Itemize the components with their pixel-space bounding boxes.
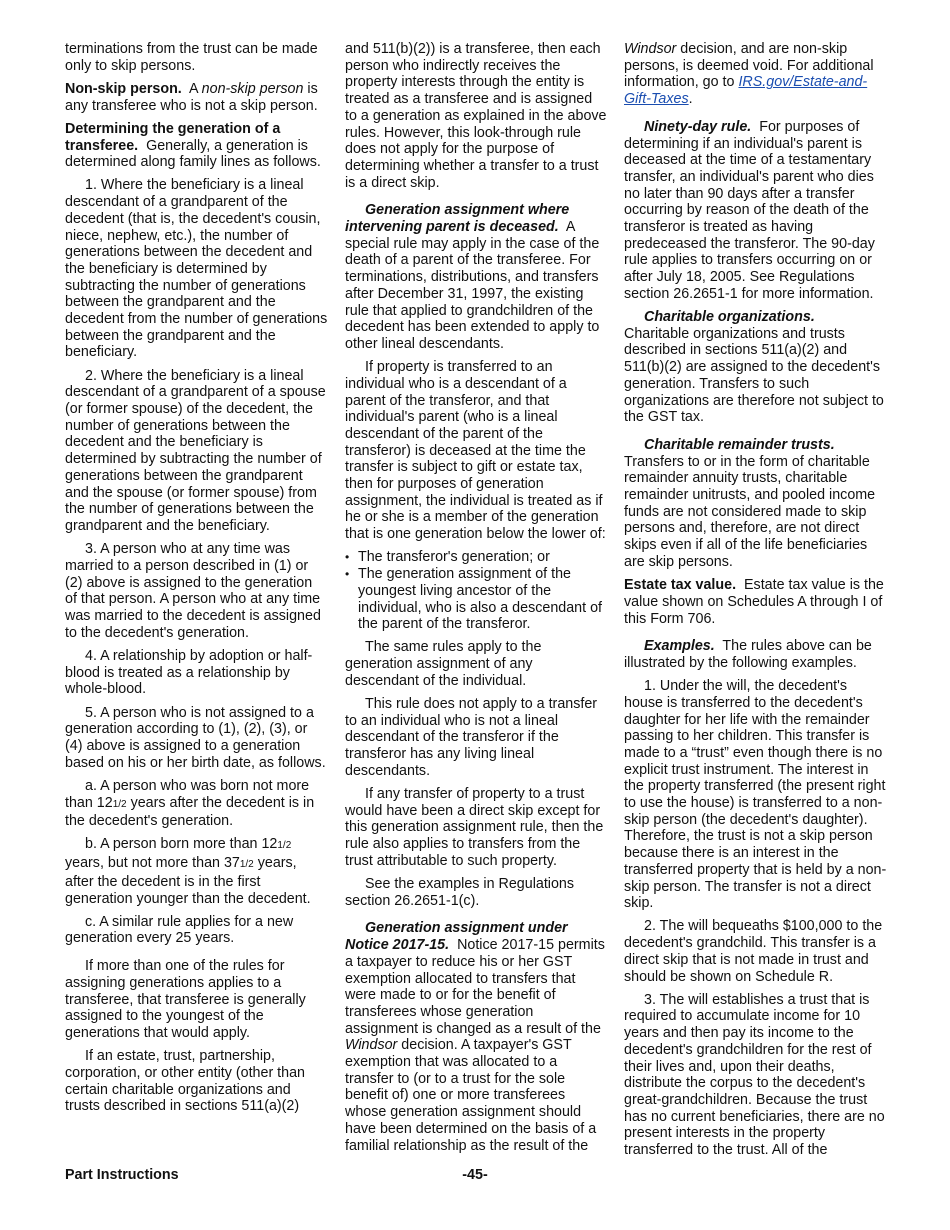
paragraph: If any transfer of property to a trust would have been a direct skip except for this generation assignment rule, then the rule also applies to transfers from the trust attributable to such property. bbox=[345, 786, 604, 869]
irs-estate-gift-taxes-link[interactable]: IRS.gov/Estate-and-Gift-Taxes bbox=[624, 74, 868, 108]
heading-ninety-day-rule: Ninety-day rule. bbox=[644, 118, 752, 135]
heading-notice-2017-15: Generation assignment under Notice 2017-15. bbox=[345, 920, 568, 954]
heading-examples: Examples. bbox=[644, 638, 715, 655]
paragraph: and 511(b)(2)) is a transferee, then each person who indirectly receives the property interests through the entity is treated as a transferee and is assigned to a generation as explained in the above rules. However, this look-through rule does not apply for the purpose of determining whether a transfer to a trust is a direct skip. bbox=[345, 41, 607, 191]
footer-section-label: Part Instructions bbox=[65, 1167, 179, 1183]
paragraph: terminations from the trust can be made only to skip persons. bbox=[65, 41, 318, 74]
bullet-item: • The generation assignment of the youngest living ancestor of the individual, who is also a descendant of the parent of the transferor. bbox=[345, 566, 608, 633]
heading-charitable-remainder-trusts: Charitable remainder trusts. bbox=[644, 436, 835, 453]
paragraph: If an estate, trust, partnership, corporation, or other entity (other than certain charitable organizations and trusts described in sections 511(a)(2) bbox=[65, 1048, 306, 1115]
paragraph-examples: Examples. The rules above can be illustrated by the following examples. bbox=[624, 638, 872, 671]
paragraph: Windsor decision, and are non-skip persons, is deemed void. For additional information, go to IRS.gov/Estate-and-Gift-Taxes. bbox=[624, 41, 874, 108]
example-3: 3. The will establishes a trust that is required to accumulate income for 10 years and then pay its income to the decedent's grandchildren for the rest of their lives and, upon their deaths, distribute the corpus to the decedent's great-grandchildren. Because the trust has no current beneficiaries, there are no present interests in the property transferred to the trust. All of the bbox=[624, 991, 885, 1159]
term-non-skip-person: non-skip person bbox=[201, 80, 304, 97]
sub-item-a: a. A person who was born not more than 121/2 years after the decedent is in the decedent's generation. bbox=[65, 777, 315, 830]
paragraph-determining-generation: Determining the generation of a transferee. Generally, a generation is determined along family lines as follows. bbox=[65, 120, 321, 171]
heading-non-skip-person: Non-skip person. bbox=[65, 80, 182, 97]
column-right bbox=[624, 41, 887, 1165]
paragraph: If property is transferred to an individual who is a descendant of a parent of the transferor, and that individual's parent (who is a lineal descendant of the parent of the transferor) is deceased at the time the transfer is subject to gift or estate tax, then for purposes of generation assignment, the individual is treated as if he or she is a member of the generation that is one generation below the lower of: bbox=[345, 359, 606, 543]
bullet-item: • The transferor's generation; or bbox=[345, 549, 608, 566]
example-2: 2. The will bequeaths $100,000 to the decedent's grandchild. This transfer is a direct skip that is not made in trust and should be shown on Schedule R. bbox=[624, 918, 883, 985]
heading-charitable-organizations: Charitable organizations. bbox=[644, 309, 815, 326]
paragraph-estate-tax-value: Estate tax value. Estate tax value is the value shown on Schedules A through I of this Form 706. bbox=[624, 577, 884, 627]
heading-estate-tax-value: Estate tax value. bbox=[624, 577, 737, 594]
column-middle bbox=[345, 41, 608, 1161]
list-item-5: 5. A person who is not assigned to a generation according to (1), (2), (3), or (4) above is assigned to a generation based on his or her birth date, as follows. bbox=[65, 704, 326, 771]
sub-item-b: b. A person born more than 121/2 years, but not more than 371/2 years, after the decedent is in the first generation younger than the decedent. bbox=[65, 836, 311, 907]
page-number: -45- bbox=[462, 1167, 488, 1183]
paragraph-notice-2017-15: Generation assignment under Notice 2017-15. Notice 2017-15 permits a taxpayer to reduce his or her GST exemption allocated to transfers that were made to or for the benefit of transferees whose generation assignment is changed as a result of the Windsor decision. A taxpayer's GST exemption that was allocated to a transfer to (or to a trust for the sole benefit of) one or more transferees whose generation assignment should have been determined on the basis of a familial relationship as the result of the bbox=[345, 920, 605, 1154]
paragraph-non-skip-person: Non-skip person. A non-skip person is any transferee who is not a skip person. bbox=[65, 80, 318, 114]
paragraph-intervening-parent: Generation assignment where intervening parent is deceased. A special rule may apply in the case of the death of a parent of the transferee. For terminations, distributions, and transfers after December 31, 1997, the existing rule that applied to grandchildren of the decedent has been extended to apply to other lineal descendants. bbox=[345, 202, 600, 352]
paragraph: The same rules apply to the generation assignment of any descendant of the individual. bbox=[345, 639, 542, 689]
list-item-2: 2. Where the beneficiary is a lineal descendant of a grandparent of a spouse (or former spouse) of the decedent, the number of generations between the decedent and the beneficiary is determined by subtracting the number of generations between the grandparent and the spouse (or former spouse) from the number of generations between the grandparent and the beneficiary. bbox=[65, 367, 326, 534]
paragraph: See the examples in Regulations section 26.2651-1(c). bbox=[345, 876, 575, 909]
column-left bbox=[65, 41, 328, 1121]
list-item-4: 4. A relationship by adoption or half-blood is treated as a relationship by whole-blood. bbox=[65, 647, 313, 698]
example-1: 1. Under the will, the decedent's house is transferred to the decedent's daughter for her life with the remainder passing to her children. This transfer is made to a “trust” even though there is no explicit trust instrument. The interest in the property transferred (the present right to use the house) is transferred to a non-skip person (the decedent's daughter). Therefore, the trust is not a skip person because there is an interest in the transferred property that is held by a non-skip person. The transfer is not a direct skip. bbox=[624, 678, 887, 912]
list-item-3: 3. A person who at any time was married to a person described in (1) or (2) above is assigned to the generation of that person. A person who at any time was married to the decedent is assigned to the decedent's generation. bbox=[65, 541, 321, 641]
paragraph: This rule does not apply to a transfer to an individual who is not a lineal descendant of the transferor if the transferor has any living lineal descendants. bbox=[345, 696, 598, 779]
paragraph-ninety-day-rule: Ninety-day rule. For purposes of determining if an individual's parent is deceased at the time of a testamentary transfer, an individual's parent who dies no later than 90 days after a transfer occurring by reason of the death of the transferor is treated as having predeceased the transferor. The 90-day rule applies to transfers occurring on or after July 18, 2005. See Regulations section 26.2651-1 for more information. bbox=[624, 118, 875, 302]
list-item-1: 1. Where the beneficiary is a lineal descendant of a grandparent of the decedent (that is, the decedent's cousin, niece, nephew, etc.), the number of generations between the decedent and the beneficiary is determined by subtracting the number of generations between the grandparent and the decedent from the number of generations between the grandparent and the beneficiary. bbox=[65, 177, 328, 361]
heading-determining-generation: Determining the generation of a transferee. bbox=[65, 120, 281, 154]
sub-item-c: c. A similar rule applies for a new generation every 25 years. bbox=[65, 913, 294, 947]
paragraph-charitable-remainder-trusts: Charitable remainder trusts. Transfers to or in the form of charitable remainder annuity trusts, charitable remainder unitrusts, and pooled income funds are not considered made to skip persons and, therefore, are not direct skips even if all of the life beneficiaries are skip persons. bbox=[624, 436, 876, 570]
paragraph: If more than one of the rules for assigning generations applies to a transferee, that transferee is generally assigned to the youngest of the generations that would apply. bbox=[65, 958, 306, 1041]
paragraph-charitable-organizations: Charitable organizations. Charitable organizations and trusts described in sections 511(a)(2) and 511(b)(2) are assigned to the decedent's generation. Transfers to such organizations are therefore not subject to the GST tax. bbox=[624, 309, 884, 426]
heading-intervening-parent: Generation assignment where intervening parent is deceased. bbox=[345, 202, 570, 236]
